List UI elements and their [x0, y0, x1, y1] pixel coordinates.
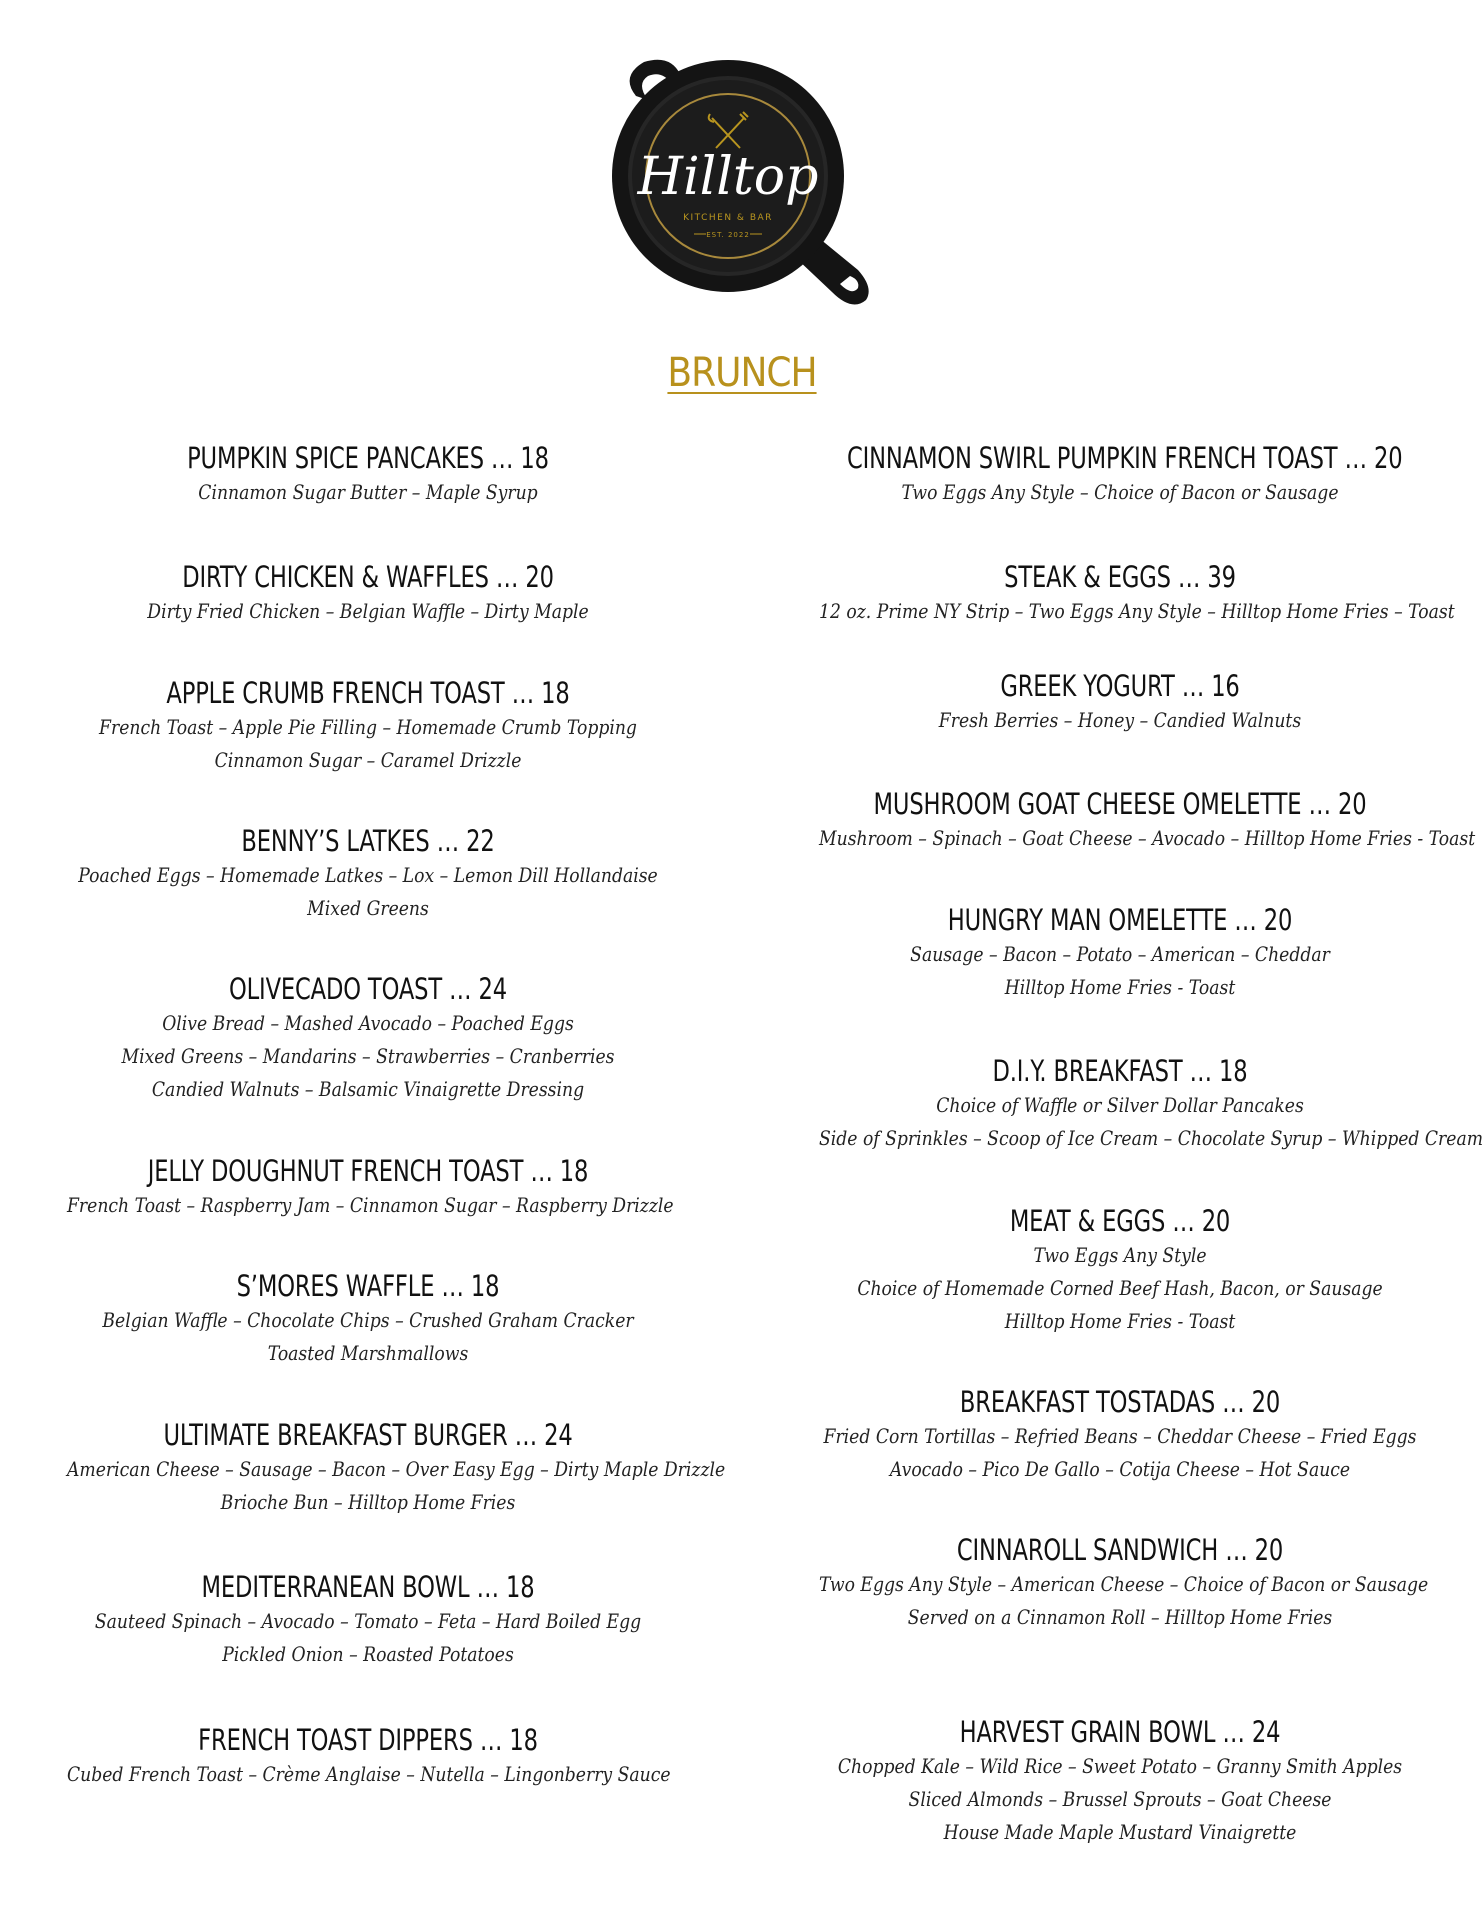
logo-script-name: Hilltop — [637, 147, 819, 207]
menu-item-description: Pickled Onion – Roasted Potatoes — [222, 1642, 514, 1666]
menu-item-name: BENNY’S LATKES … 22 — [241, 824, 495, 858]
menu-item-description: Cinnamon Sugar – Caramel Drizzle — [214, 748, 522, 772]
menu-item-name: PUMPKIN SPICE PANCAKES … 18 — [187, 441, 549, 475]
menu-item-name: JELLY DOUGHNUT FRENCH TOAST … 18 — [147, 1154, 589, 1188]
menu-item — [18, 1417, 726, 1519]
menu-item-name: BREAKFAST TOSTADAS … 20 — [959, 1385, 1281, 1419]
menu-item — [770, 1532, 1470, 1634]
section-title-brunch — [0, 350, 1484, 396]
menu-item-name: MEDITERRANEAN BOWL … 18 — [201, 1570, 535, 1604]
menu-item — [770, 786, 1476, 855]
menu-item-description: Choice of Homemade Corned Beef Hash, Bacon, or Sausage — [857, 1276, 1383, 1300]
menu-item-name: STEAK & EGGS … 39 — [1004, 560, 1236, 594]
menu-item-name: GREEK YOGURT … 16 — [1000, 669, 1240, 703]
menu-item-name: D.I.Y. BREAKFAST … 18 — [992, 1054, 1248, 1088]
menu-item-name: MEAT & EGGS … 20 — [1009, 1204, 1231, 1238]
menu-item-description: Mushroom – Spinach – Goat Cheese – Avocado – Hilltop Home Fries - Toast — [819, 826, 1476, 850]
menu-item — [770, 1714, 1470, 1849]
menu-item-description: Served on a Cinnamon Roll – Hilltop Home Fries — [907, 1605, 1333, 1629]
menu-item-description: Olive Bread – Mashed Avocado – Poached Eggs — [162, 1011, 574, 1035]
menu-item-description: Cubed French Toast – Crème Anglaise – Nutella – Lingonberry Sauce — [67, 1762, 671, 1786]
hilltop-logo — [600, 48, 880, 320]
menu-item-description: 12 oz. Prime NY Strip – Two Eggs Any Style – Hilltop Home Fries – Toast — [819, 599, 1455, 623]
menu-item-description: Poached Eggs – Homemade Latkes – Lox – Lemon Dill Hollandaise — [78, 863, 658, 887]
menu-item-description: French Toast – Raspberry Jam – Cinnamon Sugar – Raspberry Drizzle — [67, 1193, 674, 1217]
menu-item-name: HARVEST GRAIN BOWL … 24 — [959, 1715, 1281, 1749]
menu-item-description: Choice of Waffle or Silver Dollar Pancakes — [936, 1093, 1304, 1117]
menu-item-description: Mixed Greens — [307, 896, 429, 920]
menu-item — [770, 440, 1470, 509]
menu-item-description: Sauteed Spinach – Avocado – Tomato – Feta – Hard Boiled Egg — [94, 1609, 642, 1633]
menu-item-description: Two Eggs Any Style — [1033, 1243, 1207, 1267]
menu-item-description: American Cheese – Sausage – Bacon – Over Easy Egg – Dirty Maple Drizzle — [67, 1457, 726, 1481]
menu-item — [18, 559, 718, 628]
menu-item-name: CINNAMON SWIRL PUMPKIN FRENCH TOAST … 20 — [847, 441, 1403, 475]
menu-item-name: OLIVECADO TOAST … 24 — [228, 972, 508, 1006]
menu-item — [18, 1722, 718, 1791]
menu-item-description: Dirty Fried Chicken – Belgian Waffle – Dirty Maple — [147, 599, 589, 623]
menu-item-description: Side of Sprinkles – Scoop of Ice Cream – Chocolate Syrup – Whipped Cream — [819, 1126, 1484, 1150]
menu-item — [770, 1203, 1470, 1338]
section-title-text: BRUNCH — [667, 350, 817, 396]
menu-item-description: Fried Corn Tortillas – Refried Beans – Cheddar Cheese – Fried Eggs — [823, 1424, 1417, 1448]
menu-item-name: ULTIMATE BREAKFAST BURGER … 24 — [163, 1418, 573, 1452]
menu-item-description: Two Eggs Any Style – American Cheese – Choice of Bacon or Sausage — [819, 1572, 1429, 1596]
menu-item-name: HUNGRY MAN OMELETTE … 20 — [947, 903, 1293, 937]
menu-item-name: CINNAROLL SANDWICH … 20 — [956, 1533, 1284, 1567]
menu-item-description: Belgian Waffle – Chocolate Chips – Crushed Graham Cracker — [102, 1308, 634, 1332]
menu-item-description: Toasted Marshmallows — [267, 1341, 469, 1365]
menu-item-description: Two Eggs Any Style – Choice of Bacon or Sausage — [901, 480, 1339, 504]
menu-item — [18, 1268, 718, 1370]
menu-item — [18, 440, 718, 509]
menu-item-description: Sausage – Bacon – Potato – American – Cheddar — [910, 942, 1330, 966]
menu-item-name: MUSHROOM GOAT CHEESE OMELETTE … 20 — [873, 787, 1367, 821]
menu-item-description: Avocado – Pico De Gallo – Cotija Cheese – Hot Sauce — [889, 1457, 1351, 1481]
menu-item-description: Hilltop Home Fries - Toast — [1004, 1309, 1236, 1333]
menu-item — [18, 1153, 718, 1222]
menu-item-description: French Toast – Apple Pie Filling – Homemade Crumb Topping — [99, 715, 637, 739]
menu-item-name: S’MORES WAFFLE … 18 — [236, 1269, 500, 1303]
menu-item-description: Mixed Greens – Mandarins – Strawberries – Cranberries — [121, 1044, 615, 1068]
logo-est: EST. 2022 — [706, 231, 750, 239]
menu-item-description: Hilltop Home Fries - Toast — [1004, 975, 1236, 999]
menu-item-name: DIRTY CHICKEN & WAFFLES … 20 — [182, 560, 554, 594]
menu-item — [18, 1569, 718, 1671]
menu-item — [770, 559, 1470, 628]
logo-subtitle: KITCHEN & BAR — [683, 213, 773, 223]
menu-item-description: House Made Maple Mustard Vinaigrette — [943, 1820, 1297, 1844]
menu-item — [18, 971, 718, 1106]
menu-item-name: APPLE CRUMB FRENCH TOAST … 18 — [166, 676, 570, 710]
menu-item-name: FRENCH TOAST DIPPERS … 18 — [198, 1723, 538, 1757]
menu-item — [770, 1053, 1484, 1155]
menu-item-description: Brioche Bun – Hilltop Home Fries — [220, 1490, 516, 1514]
menu-item — [18, 675, 718, 777]
menu-item — [770, 902, 1470, 1004]
menu-item — [18, 823, 718, 925]
menu-item — [770, 1384, 1470, 1486]
menu-item-description: Chopped Kale – Wild Rice – Sweet Potato – Granny Smith Apples — [837, 1754, 1403, 1778]
menu-item-description: Candied Walnuts – Balsamic Vinaigrette Dressing — [151, 1077, 585, 1101]
menu-item-description: Sliced Almonds – Brussel Sprouts – Goat Cheese — [908, 1787, 1332, 1811]
menu-item-description: Cinnamon Sugar Butter – Maple Syrup — [198, 480, 538, 504]
menu-item — [770, 668, 1470, 737]
menu-item-description: Fresh Berries – Honey – Candied Walnuts — [938, 708, 1302, 732]
